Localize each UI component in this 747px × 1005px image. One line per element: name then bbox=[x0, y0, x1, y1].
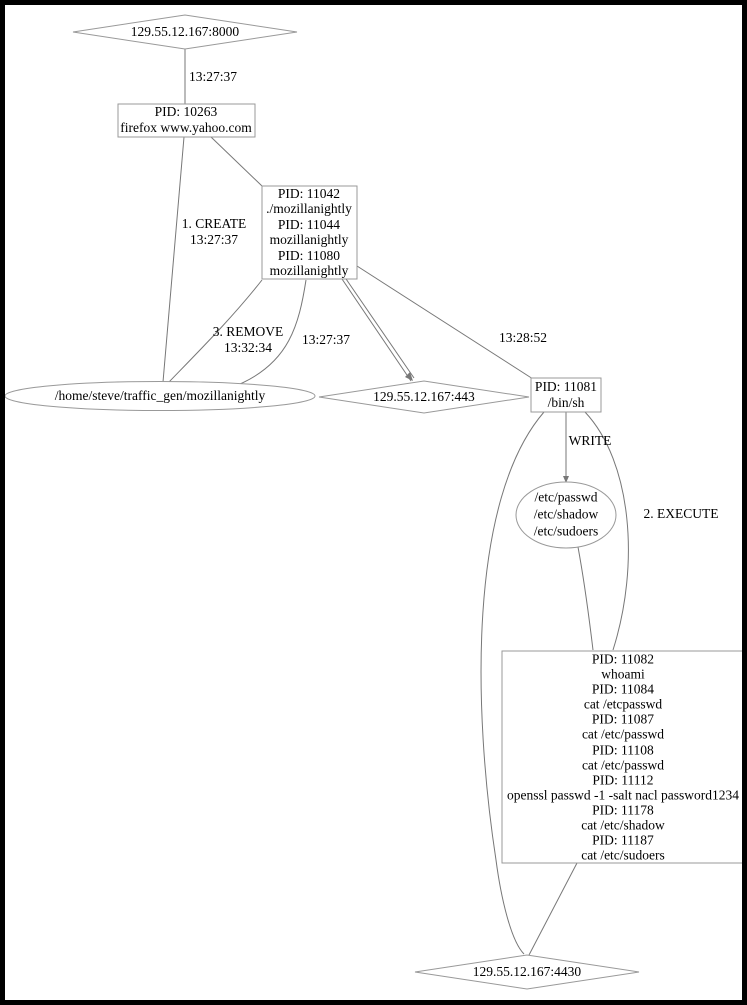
moz-line: PID: 11080 bbox=[277, 247, 341, 263]
cmd-line: cat /etc/sudoers bbox=[581, 847, 665, 863]
edge-label-execute: 2. EXECUTE bbox=[643, 506, 719, 521]
edge-label-exec-moz-time: 13:27:37 bbox=[301, 332, 351, 347]
sh-cmd-line: /bin/sh bbox=[547, 395, 585, 410]
edge-firefox-moz bbox=[211, 137, 262, 186]
cmd-line: PID: 11112 bbox=[592, 772, 654, 788]
edge-moz-net443-b bbox=[344, 276, 414, 378]
cmd-line: openssl passwd -1 -salt nacl password1234 bbox=[506, 787, 740, 803]
firefox-pid-line: PID: 10263 bbox=[154, 104, 218, 119]
process-node-binsh-label bbox=[535, 379, 597, 411]
etc-line: /etc/passwd bbox=[534, 489, 598, 505]
cmd-line: PID: 11087 bbox=[591, 711, 655, 727]
cmd-line: PID: 11084 bbox=[591, 681, 655, 697]
cmd-line: cat /etc/passwd bbox=[581, 757, 665, 772]
cmd-line: cat /etc/shadow bbox=[581, 817, 665, 833]
edge-moz-sh bbox=[357, 266, 533, 379]
edge-firefox-trafficfile-create bbox=[163, 137, 184, 382]
edge-label-create bbox=[182, 216, 247, 248]
cmd-line: cat /etcpasswd bbox=[583, 696, 663, 712]
moz-line: mozillanightly bbox=[269, 232, 349, 247]
process-node-shellcmds-label bbox=[507, 651, 739, 862]
edge-label-spawn-sh-time: 13:28:52 bbox=[498, 330, 548, 345]
network-node-8000-label: 129.55.12.167:8000 bbox=[130, 24, 240, 39]
cmd-line: PID: 11178 bbox=[592, 802, 654, 818]
cmd-line: cat /etc/passwd bbox=[581, 726, 665, 742]
sh-pid-line: PID: 11081 bbox=[534, 379, 598, 394]
moz-line: ./mozillanightly bbox=[266, 201, 352, 217]
remove-line: 13:32:34 bbox=[223, 340, 272, 355]
cmd-line: PID: 11108 bbox=[592, 741, 654, 757]
etc-line: /etc/sudoers bbox=[533, 523, 599, 539]
network-node-4430-label: 129.55.12.167:4430 bbox=[472, 964, 582, 979]
remove-line: 3. REMOVE bbox=[212, 324, 284, 339]
firefox-cmd-line: firefox www.yahoo.com bbox=[120, 120, 252, 135]
file-node-trafficgen-label: /home/steve/traffic_gen/mozillanightly bbox=[54, 388, 266, 403]
cmd-line: PID: 11187 bbox=[592, 832, 654, 848]
create-line: 1. CREATE bbox=[181, 216, 247, 231]
edge-etcfiles-shellcmds bbox=[578, 547, 593, 650]
moz-line: PID: 11042 bbox=[277, 185, 341, 201]
edge-label-conn8000-time: 13:27:37 bbox=[188, 69, 238, 84]
process-node-mozillanightly-label bbox=[266, 186, 352, 278]
create-line: 13:27:37 bbox=[189, 232, 239, 247]
file-node-etcfiles-label bbox=[534, 489, 598, 540]
edge-label-remove bbox=[213, 324, 284, 356]
network-node-443-label: 129.55.12.167:443 bbox=[373, 389, 475, 404]
cmd-line: whoami bbox=[601, 666, 645, 682]
process-node-firefox-label bbox=[120, 104, 251, 136]
cmd-line: PID: 11082 bbox=[591, 651, 655, 667]
moz-line: mozillanightly bbox=[269, 262, 349, 278]
moz-line: PID: 11044 bbox=[277, 216, 341, 232]
edge-label-write: WRITE bbox=[568, 433, 612, 448]
edge-shellcmds-net4430 bbox=[529, 863, 577, 955]
etc-line: /etc/shadow bbox=[533, 506, 599, 522]
